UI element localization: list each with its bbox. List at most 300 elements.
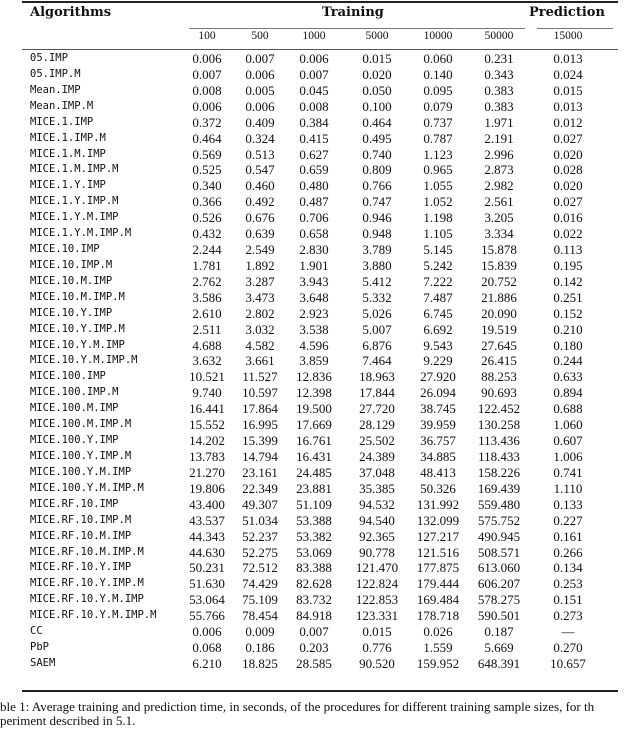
training-cmidrule <box>189 28 525 29</box>
table-row <box>0 385 640 401</box>
algorithm-name: MICE.RF.10.IMP.M <box>30 513 132 526</box>
training-time-cell: 16.761 <box>296 433 332 449</box>
training-time-cell: 3.648 <box>299 289 329 305</box>
prediction-time-cell: 0.161 <box>553 528 583 544</box>
table-row <box>0 162 640 178</box>
training-time-cell: 123.331 <box>355 608 399 624</box>
table-row <box>0 624 640 640</box>
header-prediction: Prediction <box>529 5 605 20</box>
training-time-cell: 3.859 <box>299 353 329 369</box>
training-time-cell: 1.198 <box>423 210 453 226</box>
prediction-time-cell: 0.020 <box>553 178 583 194</box>
training-time-cell: 3.789 <box>362 242 392 258</box>
training-time-cell: 3.943 <box>299 273 329 289</box>
table-row <box>0 513 640 529</box>
training-time-cell: 6.692 <box>423 321 453 337</box>
header-size-100: 100 <box>198 30 216 42</box>
training-time-cell: 169.439 <box>477 480 521 496</box>
training-time-cell: 5.332 <box>362 289 392 305</box>
training-time-cell: 590.501 <box>477 608 521 624</box>
training-time-cell: 28.585 <box>296 655 332 671</box>
algorithm-name: MICE.1.M.IMP.M <box>30 163 119 176</box>
training-time-cell: 2.982 <box>484 178 514 194</box>
training-time-cell: 0.776 <box>362 640 392 656</box>
algorithm-name: MICE.10.Y.IMP.M <box>30 322 125 335</box>
training-time-cell: 49.307 <box>242 496 278 512</box>
table-row <box>0 529 640 545</box>
table-row <box>0 274 640 290</box>
training-time-cell: 21.270 <box>189 464 225 480</box>
training-time-cell: 0.492 <box>245 194 275 210</box>
training-time-cell: 15.552 <box>189 417 225 433</box>
table-row <box>0 242 640 258</box>
algorithm-name: MICE.10.M.IMP.M <box>30 290 125 303</box>
training-time-cell: 22.349 <box>242 480 278 496</box>
header-size-1000: 1000 <box>302 30 326 42</box>
training-time-cell: 83.388 <box>296 560 332 576</box>
algorithm-name: MICE.RF.10.Y.IMP.M <box>30 577 144 590</box>
table-row <box>0 51 640 67</box>
prediction-time-cell: 0.013 <box>553 51 583 66</box>
prediction-time-cell: 1.060 <box>553 417 583 433</box>
training-time-cell: 2.549 <box>245 242 275 258</box>
algorithm-name: MICE.RF.10.Y.M.IMP <box>30 593 144 606</box>
training-time-cell: 18.963 <box>359 369 395 385</box>
training-time-cell: 12.836 <box>296 369 332 385</box>
bottom-rule <box>22 690 618 692</box>
algorithm-name: Mean.IMP <box>30 83 81 96</box>
training-time-cell: 0.009 <box>245 624 275 640</box>
training-time-cell: 0.095 <box>423 82 453 98</box>
training-time-cell: 90.693 <box>481 385 517 401</box>
training-time-cell: 158.226 <box>477 464 521 480</box>
algorithm-name: MICE.100.Y.IMP <box>30 434 119 447</box>
training-time-cell: 113.436 <box>478 433 520 449</box>
training-time-cell: 5.026 <box>362 305 392 321</box>
training-time-cell: 72.512 <box>242 560 278 576</box>
training-time-cell: 0.203 <box>299 640 329 656</box>
training-time-cell: 0.747 <box>362 194 392 210</box>
training-time-cell: 2.561 <box>484 194 514 210</box>
algorithm-name: MICE.1.Y.M.IMP <box>30 211 119 224</box>
training-time-cell: 39.959 <box>420 417 456 433</box>
training-time-cell: 0.766 <box>362 178 392 194</box>
training-time-cell: 178.718 <box>416 608 460 624</box>
training-time-cell: 169.484 <box>416 592 460 608</box>
training-time-cell: 0.706 <box>299 210 329 226</box>
training-time-cell: 50.326 <box>420 480 456 496</box>
training-time-cell: 0.068 <box>192 640 222 656</box>
algorithm-name: MICE.10.Y.IMP <box>30 306 113 319</box>
table-row <box>0 306 640 322</box>
training-time-cell: 122.452 <box>477 401 521 417</box>
table-row <box>0 67 640 83</box>
training-time-cell: 3.538 <box>299 321 329 337</box>
algorithm-name: MICE.RF.10.IMP <box>30 497 119 510</box>
training-time-cell: 0.676 <box>245 210 275 226</box>
training-time-cell: 3.661 <box>245 353 275 369</box>
training-time-cell: 38.745 <box>420 401 456 417</box>
algorithm-name: MICE.100.IMP <box>30 370 106 383</box>
training-time-cell: 78.454 <box>242 608 278 624</box>
header-algorithms: Algorithms <box>30 5 112 20</box>
training-time-cell: 92.365 <box>359 528 395 544</box>
training-time-cell: 0.340 <box>192 178 222 194</box>
training-time-cell: 10.521 <box>189 369 225 385</box>
training-time-cell: 0.948 <box>362 226 392 242</box>
table-row <box>0 592 640 608</box>
table-row <box>0 465 640 481</box>
prediction-time-cell: 0.273 <box>553 608 583 624</box>
training-time-cell: 0.007 <box>299 624 329 640</box>
training-time-cell: 9.229 <box>423 353 453 369</box>
prediction-time-cell: 0.134 <box>553 560 583 576</box>
training-time-cell: 15.839 <box>481 257 517 273</box>
training-time-cell: 3.632 <box>192 353 222 369</box>
training-time-cell: 19.806 <box>189 480 225 496</box>
prediction-time-cell: 0.210 <box>553 321 583 337</box>
training-time-cell: 28.129 <box>359 417 395 433</box>
training-time-cell: 1.123 <box>423 146 453 162</box>
training-time-cell: 20.752 <box>481 273 517 289</box>
prediction-time-cell: 1.006 <box>553 449 583 464</box>
table-row <box>0 576 640 592</box>
table-row <box>0 147 640 163</box>
training-time-cell: 0.045 <box>299 82 329 98</box>
prediction-time-cell: 0.013 <box>553 98 583 114</box>
training-time-cell: 94.540 <box>359 512 395 528</box>
training-time-cell: 122.824 <box>355 576 399 592</box>
training-time-cell: 16.431 <box>296 449 332 464</box>
training-time-cell: 52.275 <box>242 544 278 560</box>
prediction-time-cell: 0.633 <box>553 369 583 385</box>
prediction-time-cell: 0.151 <box>553 592 583 608</box>
table-row <box>0 194 640 210</box>
training-time-cell: 1.892 <box>245 257 275 273</box>
header-size-500: 500 <box>251 30 269 42</box>
training-time-cell: 2.830 <box>299 242 329 258</box>
training-time-cell: 0.513 <box>245 146 275 162</box>
training-time-cell: 51.109 <box>296 496 332 512</box>
training-time-cell: 0.006 <box>245 66 275 82</box>
training-time-cell: 9.543 <box>423 337 453 353</box>
training-time-cell: 0.343 <box>484 66 514 82</box>
training-time-cell: 0.015 <box>362 624 392 640</box>
prediction-time-cell: 0.133 <box>553 496 583 512</box>
training-time-cell: 19.500 <box>296 401 332 417</box>
table-row <box>0 99 640 115</box>
training-time-cell: 0.007 <box>245 51 275 66</box>
training-time-cell: 20.090 <box>481 305 517 321</box>
table-row <box>0 481 640 497</box>
training-time-cell: 0.627 <box>299 146 329 162</box>
prediction-time-cell: 0.688 <box>553 401 583 417</box>
training-time-cell: 0.140 <box>423 66 453 82</box>
training-time-cell: 7.464 <box>362 353 392 369</box>
training-time-cell: 3.205 <box>484 210 514 226</box>
training-time-cell: 53.069 <box>296 544 332 560</box>
training-time-cell: 0.020 <box>362 66 392 82</box>
algorithm-name: MICE.100.M.IMP.M <box>30 418 132 431</box>
training-time-cell: 82.628 <box>296 576 332 592</box>
training-time-cell: 26.094 <box>420 385 456 401</box>
training-time-cell: 90.520 <box>359 655 395 671</box>
training-time-cell: 2.996 <box>484 146 514 162</box>
training-time-cell: 0.737 <box>423 114 453 130</box>
training-time-cell: 53.064 <box>189 592 225 608</box>
algorithm-name: MICE.RF.10.Y.IMP <box>30 561 132 574</box>
training-time-cell: 6.876 <box>362 337 392 353</box>
training-time-cell: 3.586 <box>192 289 222 305</box>
training-time-cell: 43.400 <box>189 496 225 512</box>
training-time-cell: 578.275 <box>477 592 521 608</box>
training-time-cell: 1.052 <box>423 194 453 210</box>
mid-rule <box>22 49 618 50</box>
algorithm-name: MICE.1.Y.IMP.M <box>30 195 119 208</box>
training-time-cell: 55.766 <box>189 608 225 624</box>
table-row <box>0 226 640 242</box>
training-time-cell: 0.787 <box>423 130 453 146</box>
training-time-cell: 0.658 <box>299 226 329 242</box>
training-time-cell: 121.470 <box>355 560 399 576</box>
training-time-cell: 0.366 <box>192 194 222 210</box>
training-time-cell: 0.526 <box>192 210 222 226</box>
prediction-time-cell: 0.227 <box>553 512 583 528</box>
training-time-cell: 0.324 <box>245 130 275 146</box>
training-time-cell: 17.844 <box>359 385 395 401</box>
training-time-cell: 118.433 <box>478 449 520 464</box>
prediction-time-cell: 0.266 <box>553 544 583 560</box>
table-row <box>0 115 640 131</box>
algorithm-name: MICE.100.IMP.M <box>30 386 119 399</box>
table-row <box>0 131 640 147</box>
training-time-cell: 24.389 <box>359 449 395 464</box>
training-time-cell: 0.050 <box>362 82 392 98</box>
algorithm-name: MICE.1.M.IMP <box>30 147 106 160</box>
header-size-10000: 10000 <box>423 30 453 42</box>
training-time-cell: 490.945 <box>477 528 521 544</box>
training-time-cell: 179.444 <box>416 576 460 592</box>
prediction-time-cell: 0.022 <box>553 226 583 242</box>
training-time-cell: 0.026 <box>423 624 453 640</box>
training-time-cell: 23.161 <box>242 464 278 480</box>
algorithm-name: MICE.1.IMP <box>30 115 94 128</box>
table-row <box>0 433 640 449</box>
training-time-cell: 177.875 <box>416 560 460 576</box>
header-size-50000: 50000 <box>484 30 514 42</box>
training-time-cell: 0.079 <box>423 98 453 114</box>
training-time-cell: 0.383 <box>484 82 514 98</box>
training-time-cell: 1.781 <box>192 257 222 273</box>
training-time-cell: 48.413 <box>420 464 456 480</box>
training-time-cell: 0.740 <box>362 146 392 162</box>
training-time-cell: 0.231 <box>484 51 514 66</box>
training-time-cell: 559.480 <box>477 496 521 512</box>
training-time-cell: 5.145 <box>423 242 453 258</box>
algorithm-name: MICE.RF.10.M.IMP.M <box>30 545 144 558</box>
training-time-cell: 3.880 <box>362 257 392 273</box>
algorithm-name: MICE.100.Y.IMP.M <box>30 450 132 462</box>
top-rule <box>22 1 618 3</box>
training-time-cell: 44.343 <box>189 528 225 544</box>
algorithm-name: 05.IMP.M <box>30 67 81 80</box>
training-time-cell: 0.008 <box>192 82 222 98</box>
prediction-time-cell: 10.657 <box>550 655 586 671</box>
training-time-cell: 0.006 <box>245 98 275 114</box>
training-time-cell: 27.645 <box>481 337 517 353</box>
training-time-cell: 36.757 <box>420 433 456 449</box>
training-time-cell: 606.207 <box>477 576 521 592</box>
prediction-time-cell: 0.113 <box>553 242 583 258</box>
table-row <box>0 322 640 338</box>
algorithm-name: MICE.10.IMP <box>30 243 100 256</box>
algorithm-name: MICE.1.Y.IMP <box>30 179 106 192</box>
training-time-cell: 7.222 <box>423 273 453 289</box>
training-time-cell: 0.639 <box>245 226 275 242</box>
training-time-cell: 613.060 <box>477 560 521 576</box>
training-time-cell: 159.952 <box>416 655 460 671</box>
training-time-cell: 26.415 <box>481 353 517 369</box>
header-prediction-size: 15000 <box>553 30 583 42</box>
training-time-cell: 0.015 <box>362 51 392 66</box>
training-time-cell: 3.473 <box>245 289 275 305</box>
training-time-cell: 5.007 <box>362 321 392 337</box>
training-time-cell: 0.186 <box>245 640 275 656</box>
training-time-cell: 1.901 <box>299 257 329 273</box>
training-time-cell: 0.100 <box>362 98 392 114</box>
training-time-cell: 11.527 <box>242 369 278 385</box>
prediction-time-cell: 0.270 <box>553 640 583 656</box>
training-time-cell: 12.398 <box>296 385 332 401</box>
training-time-cell: 122.853 <box>355 592 399 608</box>
algorithm-name: MICE.100.M.IMP <box>30 402 119 415</box>
prediction-time-cell: 0.015 <box>553 82 583 98</box>
training-time-cell: 0.005 <box>245 82 275 98</box>
training-time-cell: 0.809 <box>362 162 392 178</box>
prediction-time-cell: 0.607 <box>553 433 583 449</box>
training-time-cell: 2.191 <box>484 130 514 146</box>
training-time-cell: 4.688 <box>192 337 222 353</box>
training-time-cell: 131.992 <box>416 496 460 512</box>
training-time-cell: 1.559 <box>423 640 453 656</box>
training-time-cell: 0.415 <box>299 130 329 146</box>
caption-line-1: ble 1: Average training and prediction time, in seconds, of the procedures for different training sample sizes, for th <box>0 699 595 714</box>
training-time-cell: 1.105 <box>423 226 453 242</box>
training-time-cell: 0.432 <box>192 226 222 242</box>
training-time-cell: 0.383 <box>484 98 514 114</box>
training-time-cell: 2.244 <box>192 242 222 258</box>
training-time-cell: 35.385 <box>359 480 395 496</box>
algorithm-name: 05.IMP <box>30 52 68 64</box>
training-time-cell: 0.006 <box>192 98 222 114</box>
training-time-cell: 75.109 <box>242 592 278 608</box>
table-row <box>0 417 640 433</box>
prediction-time-cell: 0.741 <box>553 464 583 480</box>
training-time-cell: 6.745 <box>423 305 453 321</box>
training-time-cell: 0.187 <box>484 624 514 640</box>
prediction-time-cell: 0.027 <box>553 130 583 146</box>
algorithm-name: MICE.100.Y.M.IMP <box>30 465 132 478</box>
training-time-cell: 34.885 <box>420 449 456 464</box>
training-time-cell: 0.547 <box>245 162 275 178</box>
table-row <box>0 178 640 194</box>
algorithm-name: MICE.100.Y.M.IMP.M <box>30 481 144 494</box>
training-time-cell: 0.464 <box>362 114 392 130</box>
prediction-time-cell: 0.894 <box>553 385 583 401</box>
training-time-cell: 648.391 <box>477 655 521 671</box>
training-time-cell: 7.487 <box>423 289 453 305</box>
training-time-cell: 18.825 <box>242 655 278 671</box>
training-time-cell: 17.864 <box>242 401 278 417</box>
training-time-cell: 0.006 <box>299 51 329 66</box>
training-time-cell: 0.569 <box>192 146 222 162</box>
training-time-cell: 6.210 <box>192 655 222 671</box>
table-row <box>0 656 640 672</box>
training-time-cell: 4.596 <box>299 337 329 353</box>
training-time-cell: 2.923 <box>299 305 329 321</box>
training-time-cell: 44.630 <box>189 544 225 560</box>
training-time-cell: 0.464 <box>192 130 222 146</box>
table-row <box>0 338 640 354</box>
training-time-cell: 3.287 <box>245 273 275 289</box>
training-time-cell: 508.571 <box>477 544 521 560</box>
training-time-cell: 94.532 <box>359 496 395 512</box>
training-time-cell: 37.048 <box>359 464 395 480</box>
training-time-cell: 0.659 <box>299 162 329 178</box>
prediction-time-cell: — <box>561 624 575 640</box>
header-training: Training <box>322 5 384 20</box>
training-time-cell: 5.412 <box>362 273 392 289</box>
training-time-cell: 21.886 <box>481 289 517 305</box>
prediction-time-cell: 0.142 <box>553 273 583 289</box>
training-time-cell: 84.918 <box>296 608 332 624</box>
training-time-cell: 0.060 <box>423 51 453 66</box>
header-size-5000: 5000 <box>365 30 389 42</box>
training-time-cell: 53.382 <box>296 528 332 544</box>
training-time-cell: 52.237 <box>242 528 278 544</box>
prediction-time-cell: 0.253 <box>553 576 583 592</box>
training-time-cell: 2.610 <box>192 305 222 321</box>
training-time-cell: 4.582 <box>245 337 275 353</box>
training-time-cell: 0.006 <box>192 624 222 640</box>
table-row <box>0 83 640 99</box>
training-time-cell: 0.006 <box>192 51 222 66</box>
prediction-cmidrule <box>537 28 613 29</box>
training-time-cell: 9.740 <box>192 385 222 401</box>
training-time-cell: 0.007 <box>299 66 329 82</box>
training-time-cell: 51.630 <box>189 576 225 592</box>
algorithm-name: MICE.RF.10.M.IMP <box>30 529 132 542</box>
prediction-time-cell: 1.110 <box>553 480 583 496</box>
training-time-cell: 121.516 <box>416 544 460 560</box>
training-time-cell: 43.537 <box>189 512 225 528</box>
training-time-cell: 83.732 <box>296 592 332 608</box>
training-time-cell: 575.752 <box>477 512 521 528</box>
training-time-cell: 19.519 <box>481 321 517 337</box>
table-row <box>0 290 640 306</box>
training-time-cell: 2.762 <box>192 273 222 289</box>
prediction-time-cell: 0.244 <box>553 353 583 369</box>
table-row <box>0 258 640 274</box>
prediction-time-cell: 0.180 <box>553 337 583 353</box>
prediction-time-cell: 0.012 <box>553 114 583 130</box>
training-time-cell: 5.669 <box>484 640 514 656</box>
training-time-cell: 0.965 <box>423 162 453 178</box>
training-time-cell: 0.480 <box>299 178 329 194</box>
training-time-cell: 50.231 <box>189 560 225 576</box>
training-time-cell: 23.881 <box>296 480 332 496</box>
table-row <box>0 640 640 656</box>
